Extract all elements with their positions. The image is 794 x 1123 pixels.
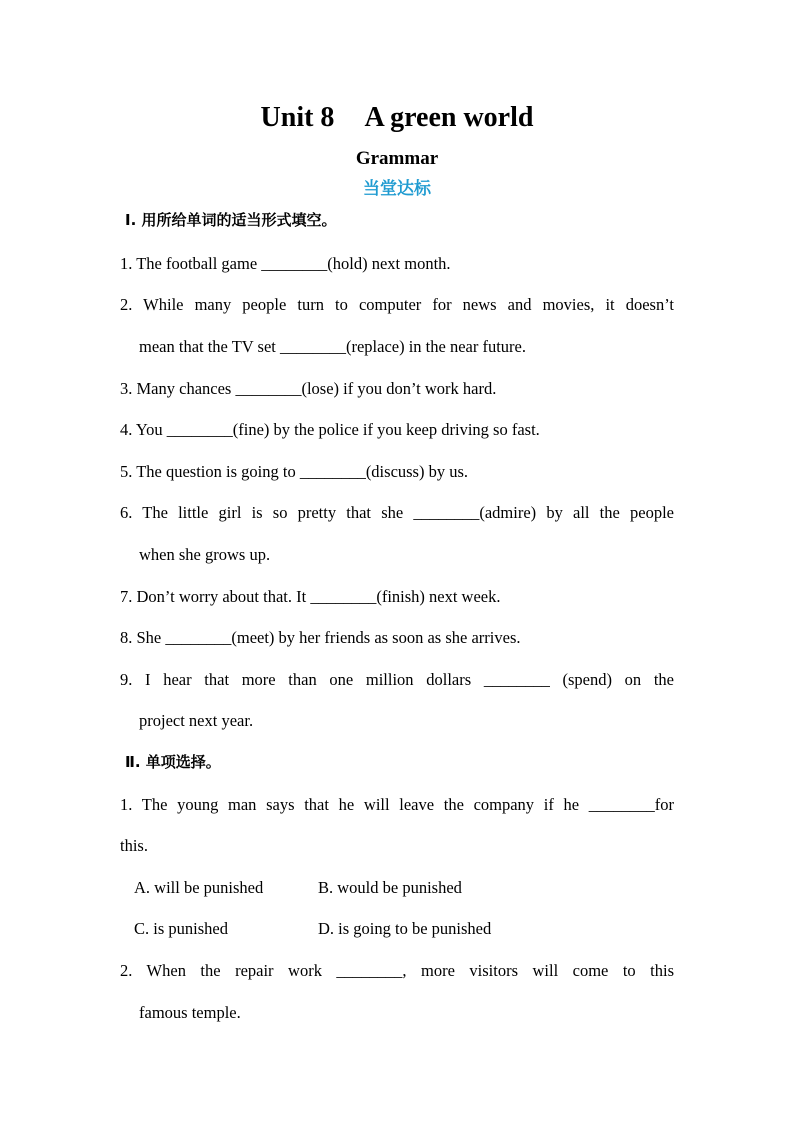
question-line: famous temple. bbox=[139, 1003, 241, 1022]
page-title bbox=[0, 98, 794, 138]
unit-number: Unit 8 bbox=[260, 102, 335, 133]
question-line: this. bbox=[120, 836, 148, 855]
question-line: project next year. bbox=[139, 711, 254, 730]
question-line: 8. She ________(meet) by her friends as soon as she arrives. bbox=[120, 628, 521, 647]
option-a: A. will be punished bbox=[134, 878, 264, 897]
part2-heading: Ⅱ. 单项选择。 bbox=[125, 753, 221, 771]
question-line: when she grows up. bbox=[139, 545, 271, 564]
question-line: 6. The little girl is so pretty that she ________(admire) by all the people bbox=[120, 503, 674, 522]
question-line: 9. I hear that more than one million dollars ________ (spend) on the bbox=[120, 670, 674, 689]
option-b: B. would be punished bbox=[318, 878, 462, 897]
question-line: 1. The football game ________(hold) next month. bbox=[120, 254, 451, 273]
option-d: D. is going to be punished bbox=[318, 919, 492, 938]
question-line: 1. The young man says that he will leave the company if he ________for bbox=[120, 795, 674, 814]
question-line: 7. Don’t worry about that. It ________(finish) next week. bbox=[120, 587, 501, 606]
option-c: C. is punished bbox=[134, 919, 228, 938]
part1-heading: Ⅰ. 用所给单词的适当形式填空。 bbox=[125, 211, 337, 229]
question-line: 3. Many chances ________(lose) if you don’t work hard. bbox=[120, 379, 497, 398]
classroom-label: 当堂达标 bbox=[363, 179, 431, 199]
question-line: 2. While many people turn to computer for news and movies, it doesn’t bbox=[120, 295, 674, 314]
unit-topic: A green world bbox=[364, 102, 534, 133]
question-line: 5. The question is going to ________(discuss) by us. bbox=[120, 462, 469, 481]
question-line: 4. You ________(fine) by the police if you keep driving so fast. bbox=[120, 420, 540, 439]
question-line: mean that the TV set ________(replace) in the near future. bbox=[139, 337, 527, 356]
question-line: 2. When the repair work ________, more visitors will come to this bbox=[120, 961, 674, 980]
section-subtitle: Grammar bbox=[355, 148, 439, 169]
